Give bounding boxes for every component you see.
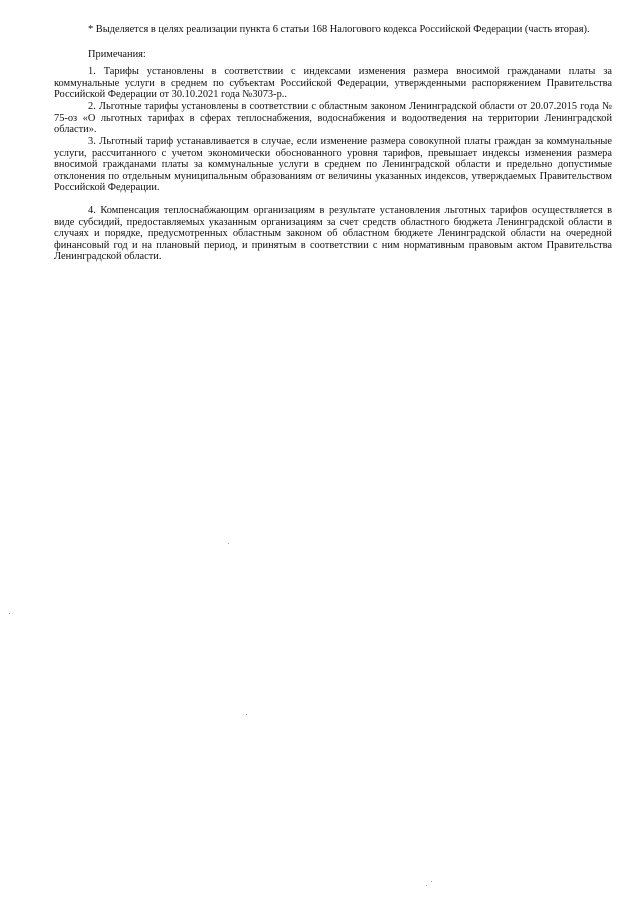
scan-speck: [426, 885, 427, 886]
note-text-2: 2. Льготные тарифы установлены в соответствии с областным законом Ленинградской области от 20.07.2015 года № 75-оз «О льготных тарифах в сферах теплоснабжения, водоснабжения и водоотведения на территории Ленинградской области».: [54, 101, 612, 136]
scan-speck: [431, 881, 432, 882]
note-item-1: [54, 66, 612, 101]
notes-heading: Примечания:: [88, 49, 146, 60]
footnote-text: * Выделяется в целях реализации пункта 6 статьи 168 Налогового кодекса Российской Федерации (часть вторая).: [88, 24, 590, 35]
note-item-2: [54, 101, 612, 136]
scan-speck: [246, 714, 247, 715]
scan-speck: [9, 613, 10, 614]
scan-speck: [228, 543, 229, 544]
note-item-4: [54, 205, 612, 263]
note-text-3: 3. Льготный тариф устанавливается в случае, если изменение размера совокупной платы граждан за коммунальные услуги, рассчитанного с учетом экономически обоснованного уровня тарифов, превышает индексы изменения размера вносимой гражданами платы за коммунальные услуги в среднем по Ленинградской области и предельно допустимые отклонения по отдельным муниципальным образованиям от величины указанных индексов, утверждаемых Правительством Российской Федерации.: [54, 136, 612, 194]
vat-footnote: [54, 24, 612, 36]
note-text-4: 4. Компенсация теплоснабжающим организациям в результате установления льготных тарифов осуществляется в виде субсидий, предоставляемых указанным организациям за счет средств областного бюджета Ленинградской области в случаях и порядке, предусмотренных областным законом об областном бюджете Ленинградской области на очередной финансовый год и на плановый период, и принятым в соответствии с ним нормативным правовым актом Правительства Ленинградской области.: [54, 205, 612, 263]
note-item-3: [54, 136, 612, 194]
note-text-1: 1. Тарифы установлены в соответствии с индексами изменения размера вносимой гражданами платы за коммунальные услуги в среднем по субъектам Российской Федерации, утвержденными распоряжением Правительства Российской Федерации от 30.10.2021 года №3073-р..: [54, 66, 612, 101]
